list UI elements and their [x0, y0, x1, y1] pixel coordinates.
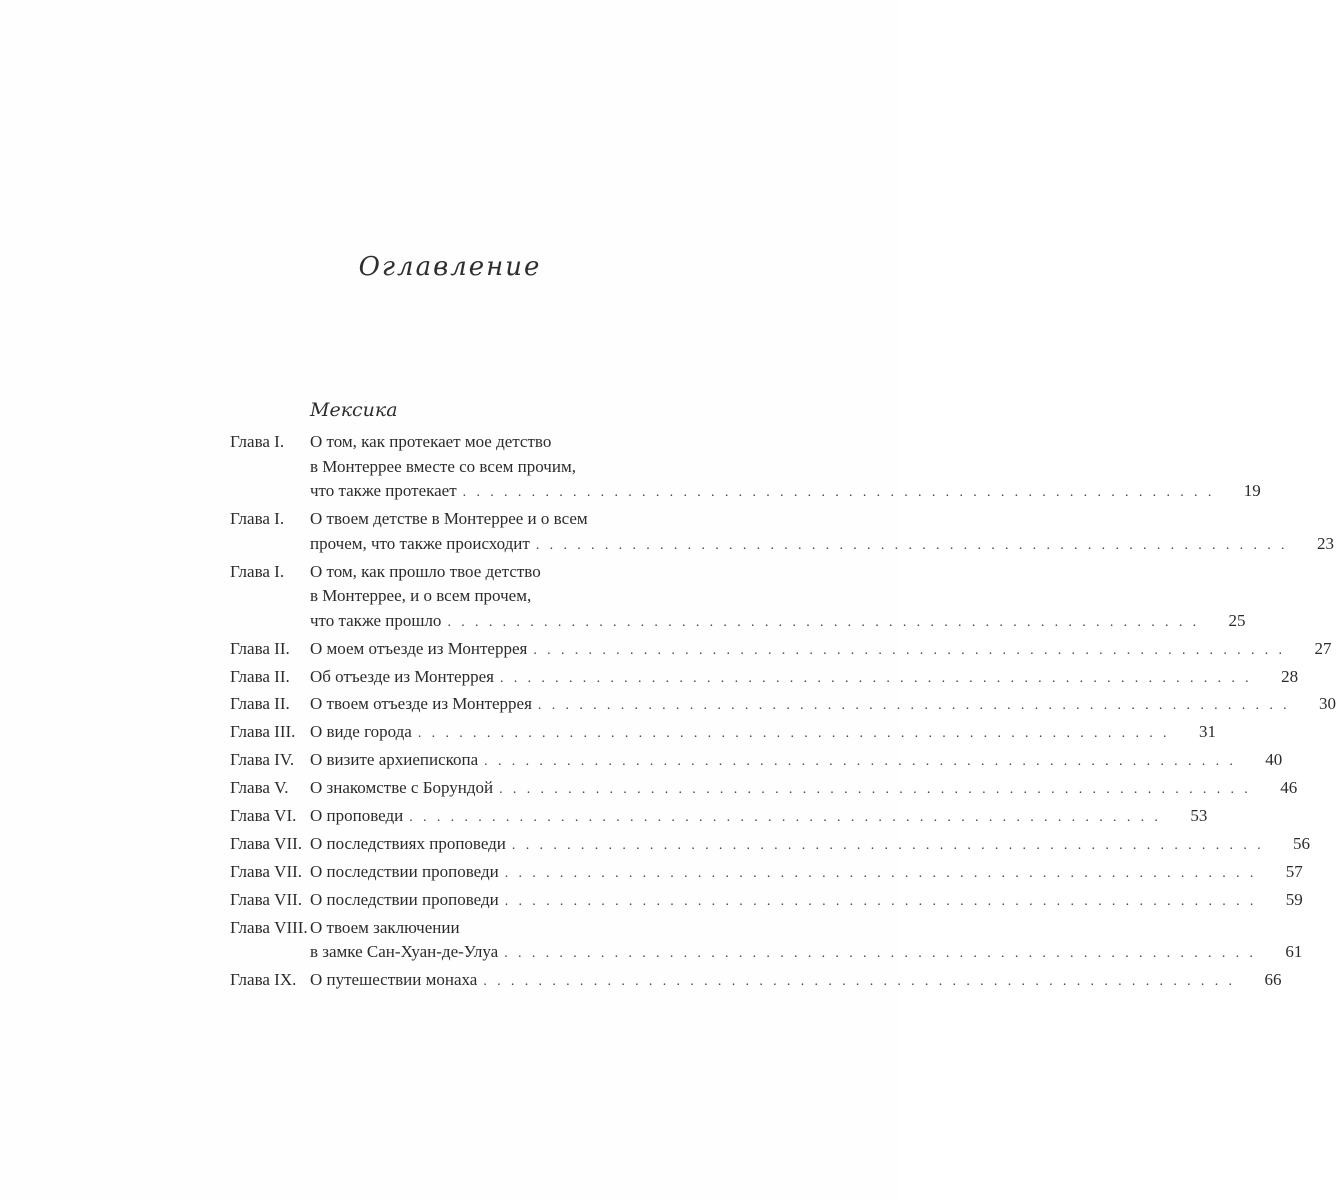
chapter-label: Глава I.: [230, 432, 285, 451]
page-number: 46: [1280, 778, 1298, 798]
toc-entry: [230, 968, 1282, 995]
chapter-label: Глава IV.: [230, 750, 295, 770]
chapter-title-line: О последствиях проповеди: [310, 833, 506, 853]
page-number: 19: [1243, 481, 1261, 501]
chapter-title-line: О твоем отъезде из Монтеррея: [310, 694, 532, 714]
toc-entry: [230, 665, 1299, 692]
chapter-title-line: О моем отъезде из Монтеррея: [310, 638, 528, 658]
chapter-title-line: О визите архиепископа: [310, 750, 479, 770]
dot-leader: . . . . . . . . . . . . . . . . . . . . . . . . . . . . . . . . . . . . . . . . . . . . . . . . . . . . . . .: [499, 782, 1252, 798]
chapter-label: Глава IX.: [230, 970, 297, 990]
chapter-title: [310, 560, 1246, 636]
toc-entry: [230, 560, 1246, 636]
chapter-title-last-line: [310, 748, 1282, 775]
dot-leader: . . . . . . . . . . . . . . . . . . . . . . . . . . . . . . . . . . . . . . . . . . . . . . . . . . . . . . .: [535, 537, 1288, 553]
page-number: 25: [1228, 610, 1246, 630]
toc-entry: [230, 430, 1261, 506]
chapter-title: [310, 720, 1216, 747]
page-number: 66: [1264, 970, 1282, 990]
dot-leader: . . . . . . . . . . . . . . . . . . . . . . . . . . . . . . . . . . . . . . . . . . . . . . . . . . . . . . .: [447, 614, 1200, 630]
chapter-label: Глава III.: [230, 722, 296, 742]
chapter-title-last-line: [310, 940, 1302, 967]
chapter-title-last-line: [310, 804, 1207, 831]
dot-leader: . . . . . . . . . . . . . . . . . . . . . . . . . . . . . . . . . . . . . . . . . . . . . . . . . . . . . . .: [504, 893, 1257, 909]
chapter-title: [310, 692, 1336, 719]
chapter-title-line: О последствии проповеди: [310, 889, 499, 909]
chapter-title-last-line: [310, 888, 1303, 915]
chapter-title: [310, 968, 1281, 995]
page-number: 23: [1316, 533, 1334, 553]
dot-leader: . . . . . . . . . . . . . . . . . . . . . . . . . . . . . . . . . . . . . . . . . . . . . . . . . . . . . . .: [484, 754, 1237, 770]
page-number: 59: [1285, 889, 1303, 909]
chapter-title-line: О том, как протекает мое детство: [310, 432, 552, 451]
chapter-label: Глава VIII.: [230, 917, 308, 937]
toc-entry: [230, 916, 1303, 967]
page-number: 56: [1293, 833, 1311, 853]
toc-entry: [230, 720, 1216, 747]
chapter-title-last-line: [310, 609, 1246, 636]
chapter-title-line: в Монтеррее вместе со всем прочим,: [310, 456, 576, 476]
chapter-title: [310, 507, 1334, 558]
toc-entry: [230, 692, 1336, 719]
chapter-title-last-line: [310, 665, 1298, 692]
dot-leader: . . . . . . . . . . . . . . . . . . . . . . . . . . . . . . . . . . . . . . . . . . . . . . . . . . . . . . .: [462, 485, 1215, 501]
chapter-title-last-line: [310, 968, 1281, 995]
chapter-label: Глава II.: [230, 666, 290, 686]
toc-entry: [230, 637, 1332, 664]
chapter-title-line: О знакомстве с Борундой: [310, 778, 494, 798]
chapter-label: Глава II.: [230, 694, 290, 714]
chapter-title-line: Об отъезде из Монтеррея: [310, 666, 494, 686]
chapter-label: Глава V.: [230, 778, 289, 798]
chapter-title: [310, 748, 1282, 775]
toc-entry: [230, 888, 1303, 915]
chapter-title: [310, 804, 1207, 831]
chapter-title: [310, 637, 1331, 664]
chapter-label: Глава II.: [230, 638, 290, 658]
page-number: 61: [1285, 942, 1303, 962]
table-of-contents: [230, 430, 1336, 996]
toc-entry: [230, 776, 1298, 803]
dot-leader: . . . . . . . . . . . . . . . . . . . . . . . . . . . . . . . . . . . . . . . . . . . . . . . . . . . . . . .: [533, 642, 1286, 658]
toc-entry: [230, 832, 1311, 859]
chapter-title: [310, 832, 1310, 859]
chapter-title-last-line: [310, 637, 1331, 664]
chapter-label: Глава VII.: [230, 833, 303, 853]
chapter-title-line: в Монтеррее, и о всем прочем,: [310, 586, 532, 606]
dot-leader: . . . . . . . . . . . . . . . . . . . . . . . . . . . . . . . . . . . . . . . . . . . . . . . . . . . . . . .: [409, 809, 1162, 825]
chapter-title: [310, 916, 1302, 967]
chapter-label: Глава I.: [230, 509, 285, 529]
dot-leader: . . . . . . . . . . . . . . . . . . . . . . . . . . . . . . . . . . . . . . . . . . . . . . . . . . . . . . .: [511, 837, 1265, 853]
page-number: 31: [1198, 722, 1216, 742]
page-number: 57: [1285, 861, 1303, 881]
chapter-title: [310, 430, 1261, 506]
chapter-title-last-line: [310, 692, 1336, 719]
chapter-label: Глава VII.: [230, 889, 303, 909]
chapter-label: Глава I.: [230, 561, 285, 581]
toc-entry: [230, 860, 1303, 887]
chapter-title-last-line: [310, 832, 1310, 859]
chapter-title-line: О твоем заключении: [310, 917, 460, 937]
chapter-title-line: О виде города: [310, 722, 412, 742]
dot-leader: . . . . . . . . . . . . . . . . . . . . . . . . . . . . . . . . . . . . . . . . . . . . . . . . . . . . . . .: [504, 946, 1257, 962]
chapter-title: [310, 888, 1303, 915]
page-number: 28: [1281, 666, 1299, 686]
chapter-title-line: прочем, что также происходит: [310, 533, 530, 553]
section-title: Мексика: [310, 399, 398, 421]
chapter-title-last-line: [310, 860, 1303, 887]
chapter-title: [310, 860, 1303, 887]
page-number: 30: [1319, 694, 1336, 714]
chapter-title-line: что также прошло: [310, 610, 442, 630]
dot-leader: . . . . . . . . . . . . . . . . . . . . . . . . . . . . . . . . . . . . . . . . . . . . . . . . . . . . . . .: [537, 698, 1291, 714]
chapter-title-line: О последствии проповеди: [310, 861, 499, 881]
dot-leader: . . . . . . . . . . . . . . . . . . . . . . . . . . . . . . . . . . . . . . . . . . . . . . . . . . . . . . .: [417, 726, 1170, 742]
chapter-title-line: О твоем детстве в Монтеррее и о всем: [310, 509, 588, 529]
chapter-title-line: О том, как прошло твое детство: [310, 561, 541, 581]
toc-entry: [230, 507, 1334, 558]
page-number: 27: [1314, 638, 1332, 658]
chapter-title: [310, 776, 1297, 803]
toc-entry: [230, 748, 1283, 775]
page-number: 53: [1190, 805, 1208, 825]
chapter-title-last-line: [310, 720, 1216, 747]
chapter-title-line: что также протекает: [310, 481, 457, 501]
chapter-label: Глава VI.: [230, 805, 297, 825]
chapter-title-line: в замке Сан-Хуан-де-Улуа: [310, 942, 499, 962]
chapter-title-last-line: [310, 776, 1297, 803]
chapter-title-line: О путешествии монаха: [310, 970, 478, 990]
chapter-title-line: О проповеди: [310, 805, 404, 825]
toc-entry: [230, 804, 1208, 831]
chapter-title-last-line: [310, 532, 1334, 559]
dot-leader: . . . . . . . . . . . . . . . . . . . . . . . . . . . . . . . . . . . . . . . . . . . . . . . . . . . . . . .: [483, 974, 1236, 990]
page-title: Оглавление: [358, 252, 542, 282]
chapter-title: [310, 665, 1298, 692]
chapter-title-last-line: [310, 479, 1261, 506]
dot-leader: . . . . . . . . . . . . . . . . . . . . . . . . . . . . . . . . . . . . . . . . . . . . . . . . . . . . . . .: [504, 865, 1257, 881]
chapter-label: Глава VII.: [230, 861, 303, 881]
page-number: 40: [1265, 750, 1283, 770]
dot-leader: . . . . . . . . . . . . . . . . . . . . . . . . . . . . . . . . . . . . . . . . . . . . . . . . . . . . . . .: [499, 670, 1253, 686]
